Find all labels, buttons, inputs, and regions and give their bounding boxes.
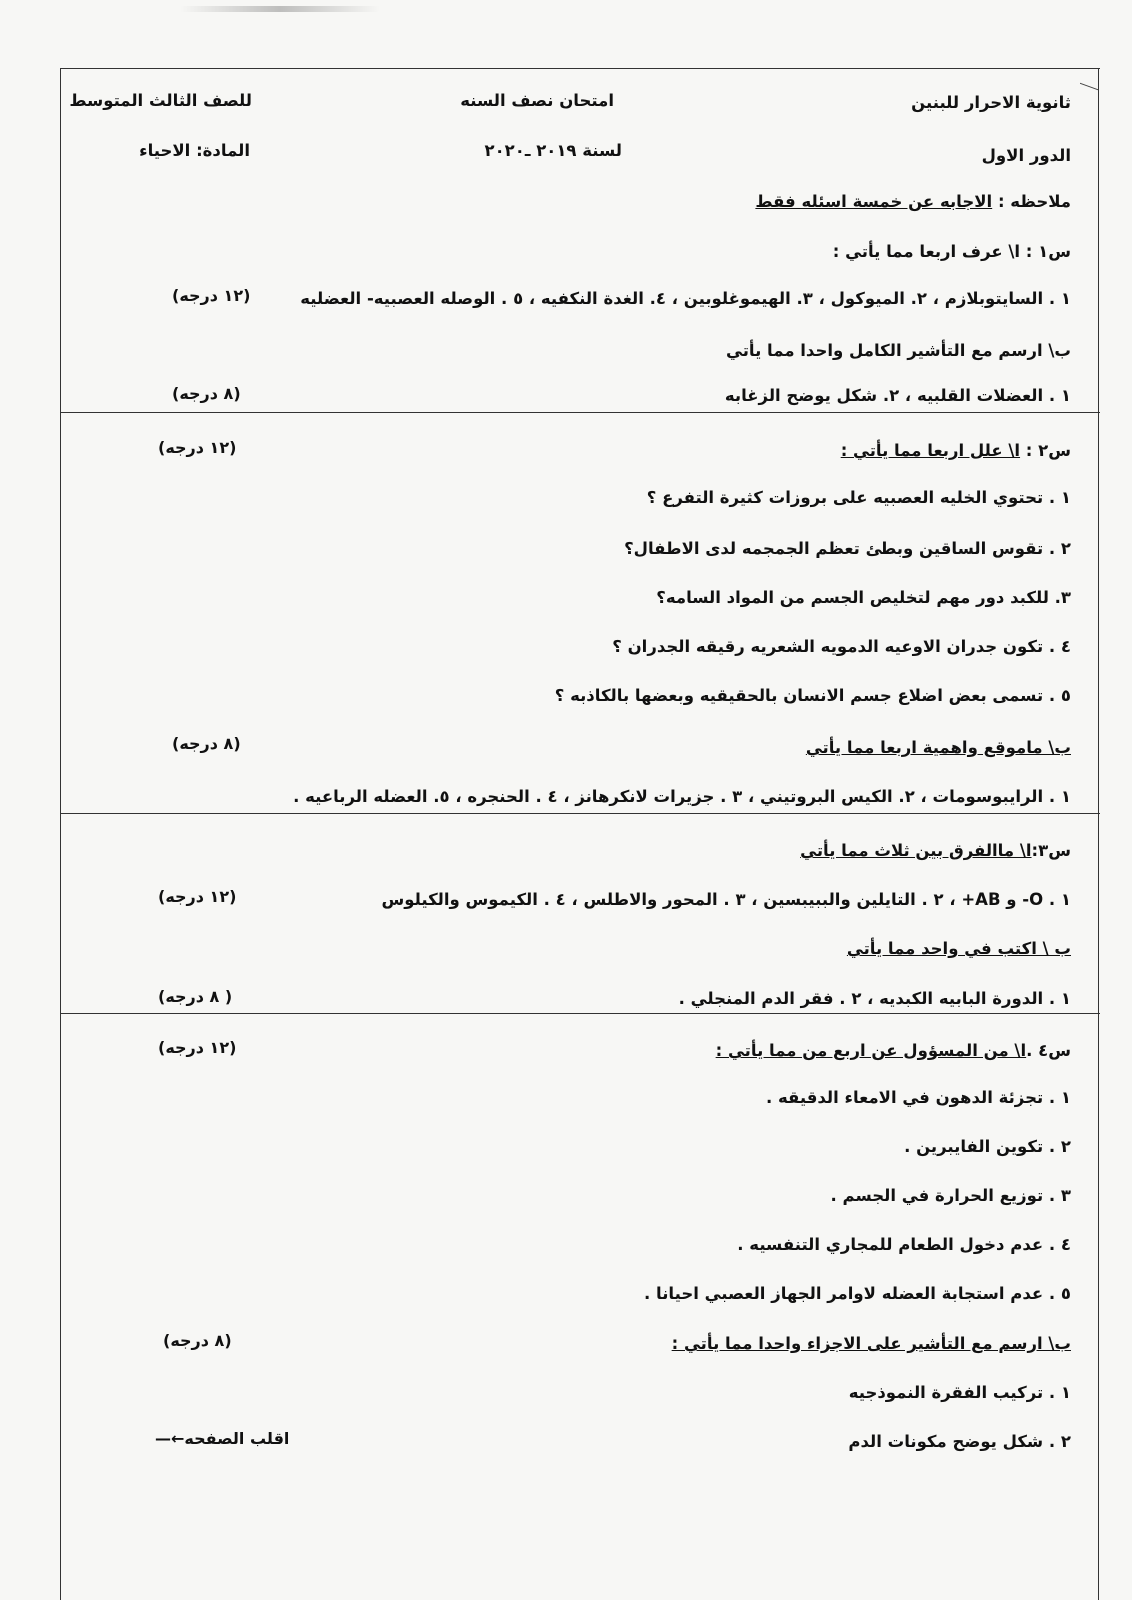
q2-a-heading-line	[841, 440, 1071, 462]
q2-b-heading: ب\ ماموقع واهمية اربعا مما يأتي	[805, 738, 1071, 757]
q3-b-items: ١ . الدورة البابيه الكبديه ، ٢ . فقر الدم المنجلي .	[678, 989, 1071, 1008]
q3-a-marks: (١٢ درجه)	[158, 887, 237, 906]
q2-a-item-5: ٥ . تسمى بعض اضلاع جسم الانسان بالحقيقيه وبعضها بالكاذبه ؟	[554, 686, 1071, 705]
q4-a-heading-line	[716, 1040, 1071, 1062]
q4-a-item-1: ١ . تجزئة الدهون في الامعاء الدقيقه .	[765, 1088, 1071, 1107]
q1-a-marks: (١٢ درجه)	[172, 286, 251, 305]
q4-a-item-5: ٥ . عدم استجابة العضله لاوامر الجهاز العصبي احيانا .	[643, 1284, 1071, 1303]
q2-b-items: ١ . الرايبوسومات ، ٢. الكيس البروتيني ، ٣ . جزيرات لانكرهانز ، ٤ . الحنجره ، ٥. العضله الرباعيه .	[293, 787, 1071, 806]
q4-a-item-3: ٣ . توزيع الحرارة في الجسم .	[830, 1186, 1071, 1205]
q3-a-items: ١ . ‎-O‎ و ‎+AB‎ ، ٢ . التايلين والببيبسين ، ٣ . المحور والاطلس ، ٤ . الكيموس والكيلوس	[381, 890, 1071, 909]
q2-a-heading: ا\ علل اربعا مما يأتي :	[840, 441, 1021, 460]
academic-year: لسنة ٢٠١٩ ـ٢٠٢٠	[484, 141, 622, 160]
q2-a-marks: (١٢ درجه)	[158, 438, 237, 457]
q4-a-heading: ا\ من المسؤول عن اربع من مما يأتي :	[715, 1041, 1027, 1060]
q3-a-heading-line	[800, 840, 1071, 862]
q1-b-items: ١ . العضلات القلبيه ، ٢. شكل يوضح الزغابه	[724, 386, 1071, 405]
q4-a-item-2: ٢ . تكوين الفايبرين .	[904, 1137, 1071, 1156]
page-border-right	[1098, 68, 1099, 1600]
section-divider	[60, 1013, 1100, 1014]
q2-number: س٢ :	[1020, 441, 1071, 460]
q1-b-heading: ب\ ارسم مع التأشير الكامل واحدا مما يأتي	[726, 341, 1071, 360]
q2-a-item-1: ١ . تحتوي الخليه العصبيه على بروزات كثيرة التفرع ؟	[646, 488, 1071, 507]
turn-page-note: اقلب الصفحه←—	[155, 1429, 290, 1448]
q2-b-marks: (٨ درجه)	[172, 734, 241, 753]
note-text: الاجابه عن خمسة اسئله فقط	[755, 192, 993, 211]
q4-b-marks: (٨ درجه)	[163, 1331, 232, 1350]
exam-round: الدور الاول	[981, 146, 1071, 165]
section-divider	[60, 412, 1100, 413]
q4-a-marks: (١٢ درجه)	[158, 1038, 237, 1057]
q4-number: س٤ .	[1026, 1041, 1071, 1060]
exam-title: امتحان نصف السنه	[460, 91, 614, 110]
q3-b-marks: ( ٨ درجه)	[158, 987, 233, 1006]
q1-a-heading: س١ : ا\ عرف اربعا مما يأتي :	[832, 242, 1071, 261]
note-line	[755, 191, 1071, 213]
q2-a-item-3: ٣. للكبد دور مهم لتخليص الجسم من المواد السامه؟	[656, 588, 1071, 607]
q3-b-heading: ب \ اكتب في واحد مما يأتي	[846, 939, 1071, 958]
q3-a-heading: ا\ ماالفرق بين ثلاث مما يأتي	[800, 841, 1032, 860]
note-label: ملاحظه :	[997, 192, 1071, 211]
page-border-left	[60, 68, 61, 1600]
q4-b-item-1: ١ . تركيب الفقرة النموذجيه	[848, 1383, 1071, 1402]
subject-label: المادة: الاحياء	[139, 141, 250, 160]
school-name: ثانوية الاحرار للبنين	[911, 93, 1071, 112]
q1-b-marks: (٨ درجه)	[172, 384, 241, 403]
page-border-top	[60, 68, 1100, 69]
q4-b-heading: ب\ ارسم مع التأشير على الاجزاء واحدا مما يأتي :	[671, 1334, 1071, 1353]
q4-b-item-2: ٢ . شكل يوضح مكونات الدم	[848, 1432, 1071, 1451]
section-divider	[60, 813, 1100, 814]
q3-number: س٣:	[1031, 841, 1071, 860]
q2-a-item-2: ٢ . تقوس الساقين وبطئ تعظم الجمجمه لدى الاطفال؟	[624, 539, 1071, 558]
q2-a-item-4: ٤ . تكون جدران الاوعيه الدمويه الشعريه رقيقه الجدران ؟	[612, 637, 1071, 656]
scan-artifact	[180, 6, 380, 12]
q4-a-item-4: ٤ . عدم دخول الطعام للمجاري التنفسيه .	[737, 1235, 1071, 1254]
q1-a-items: ١ . السايتوبلازم ، ٢. الميوكول ، ٣. الهيموغلوبين ، ٤. الغدة النكفيه ، ٥ . الوصله العصبيه- العضليه	[300, 289, 1071, 308]
grade-label: للصف الثالث المتوسط	[69, 91, 252, 110]
